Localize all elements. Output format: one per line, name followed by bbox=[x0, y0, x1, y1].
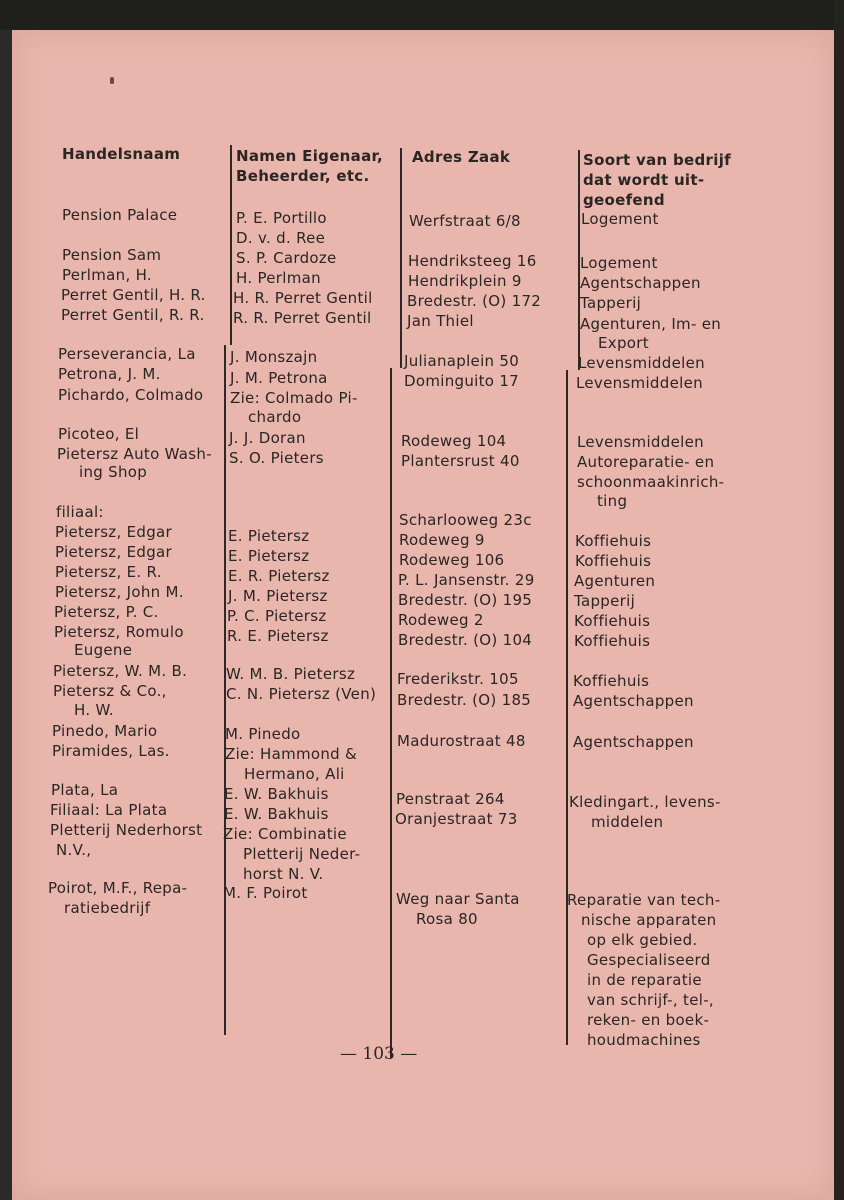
table-line: J. J. Doran bbox=[229, 429, 306, 447]
table-line: Kledingart., levens- bbox=[569, 793, 721, 811]
table-line: Zie: Combinatie bbox=[223, 825, 347, 843]
table-line: Weg naar Santa bbox=[396, 890, 520, 908]
table-line: ting bbox=[597, 492, 628, 510]
table-line: Frederikstr. 105 bbox=[397, 670, 519, 688]
table-line: Bredestr. (O) 185 bbox=[397, 691, 532, 709]
table-line: Scharlooweg 23c bbox=[399, 511, 532, 529]
column-rule-3 bbox=[566, 370, 568, 1045]
table-line: Rosa 80 bbox=[416, 910, 478, 928]
table-line: Oranjestraat 73 bbox=[395, 810, 518, 828]
ink-speck bbox=[110, 77, 114, 84]
column-header-adres: Adres Zaak bbox=[412, 148, 511, 166]
table-line: Pietersz, Edgar bbox=[55, 523, 172, 541]
table-line: P. E. Portillo bbox=[236, 209, 327, 227]
table-line: horst N. V. bbox=[243, 865, 324, 883]
table-line: Pletterij Nederhorst bbox=[50, 821, 203, 839]
table-line: Pietersz, Edgar bbox=[55, 543, 172, 561]
table-line: Perlman, H. bbox=[62, 266, 153, 284]
scan-background-top bbox=[0, 0, 844, 30]
table-line: Picoteo, El bbox=[58, 425, 140, 443]
table-line: J. Monszajn bbox=[230, 348, 318, 366]
table-line: Hermano, Ali bbox=[244, 765, 345, 783]
table-line: Autoreparatie- en bbox=[577, 453, 715, 471]
scan-background-right bbox=[834, 0, 844, 1200]
table-line: S. P. Cardoze bbox=[236, 249, 337, 267]
table-line: Logement bbox=[581, 210, 659, 228]
table-line: S. O. Pieters bbox=[229, 449, 324, 467]
table-line: Tapperij bbox=[574, 592, 636, 610]
table-line: E. R. Pietersz bbox=[228, 567, 330, 585]
table-line: Levensmiddelen bbox=[577, 433, 704, 451]
table-line: Petrona, J. M. bbox=[58, 365, 161, 383]
table-line: Plata, La bbox=[51, 781, 119, 799]
table-line: P. L. Jansenstr. 29 bbox=[398, 571, 535, 589]
table-line: Pietersz, P. C. bbox=[54, 603, 159, 621]
table-line: op elk gebied. bbox=[587, 931, 698, 949]
table-line: Pletterij Neder- bbox=[243, 845, 361, 863]
column-rule-2 bbox=[390, 368, 392, 1058]
table-line: E. Pietersz bbox=[228, 527, 310, 545]
table-line: Rodeweg 104 bbox=[401, 432, 507, 450]
table-line: middelen bbox=[591, 813, 664, 831]
table-line: Perret Gentil, R. R. bbox=[61, 306, 205, 324]
table-line: E. W. Bakhuis bbox=[224, 785, 329, 803]
column-rule-1 bbox=[230, 145, 232, 345]
table-line: nische apparaten bbox=[581, 911, 717, 929]
table-line: Dominguito 17 bbox=[404, 372, 520, 390]
table-line: C. N. Pietersz (Ven) bbox=[226, 685, 377, 703]
table-line: Jan Thiel bbox=[407, 312, 474, 330]
table-line: Tapperij bbox=[580, 294, 642, 312]
table-line: Julianaplein 50 bbox=[404, 352, 520, 370]
table-line: Hendrikplein 9 bbox=[408, 272, 522, 290]
page-number: — 103 — bbox=[340, 1044, 418, 1064]
table-line: H. W. bbox=[74, 701, 114, 719]
column-header-soort: Soort van bedrijf bbox=[583, 151, 731, 169]
table-line: Perseverancia, La bbox=[58, 345, 196, 363]
table-line: E. W. Bakhuis bbox=[224, 805, 329, 823]
table-line: ing Shop bbox=[79, 463, 148, 481]
table-line: Bredestr. (O) 104 bbox=[398, 631, 533, 649]
table-line: reken- en boek- bbox=[587, 1011, 710, 1029]
table-line: P. C. Pietersz bbox=[227, 607, 327, 625]
table-line: Hendriksteeg 16 bbox=[408, 252, 537, 270]
table-line: houdmachines bbox=[587, 1031, 701, 1049]
table-line: Plantersrust 40 bbox=[401, 452, 520, 470]
table-line: Perret Gentil, H. R. bbox=[61, 286, 206, 304]
table-line: Pietersz, E. R. bbox=[55, 563, 162, 581]
table-line: Madurostraat 48 bbox=[397, 732, 526, 750]
table-line: Filiaal: La Plata bbox=[50, 801, 168, 819]
table-line: van schrijf-, tel-, bbox=[587, 991, 714, 1009]
table-line: Poirot, M.F., Repa- bbox=[48, 879, 188, 897]
table-line: M. Pinedo bbox=[225, 725, 301, 743]
table-line: chardo bbox=[248, 408, 302, 426]
table-line: Rodeweg 106 bbox=[399, 551, 505, 569]
table-line: Koffiehuis bbox=[574, 632, 651, 650]
column-header-soort: dat wordt uit- bbox=[583, 171, 705, 189]
table-line: Werfstraat 6/8 bbox=[409, 212, 521, 230]
table-line: R. E. Pietersz bbox=[227, 627, 329, 645]
table-line: Gespecialiseerd bbox=[587, 951, 711, 969]
table-line: W. M. B. Pietersz bbox=[226, 665, 356, 683]
table-line: Pietersz, Romulo bbox=[54, 623, 184, 641]
table-line: D. v. d. Ree bbox=[236, 229, 326, 247]
table-line: Agenturen, Im- en bbox=[580, 315, 722, 333]
table-line: Pietersz Auto Wash- bbox=[57, 445, 212, 463]
table-line: Pietersz, John M. bbox=[55, 583, 184, 601]
table-line: Logement bbox=[580, 254, 658, 272]
table-line: Zie: Colmado Pi- bbox=[230, 389, 358, 407]
table-line: filiaal: bbox=[56, 503, 104, 521]
column-header-soort: geoefend bbox=[583, 191, 665, 209]
table-line: R. R. Perret Gentil bbox=[233, 309, 372, 327]
table-line: M. F. Poirot bbox=[223, 884, 308, 902]
table-line: H. Perlman bbox=[236, 269, 321, 287]
table-line: J. M. Pietersz bbox=[228, 587, 328, 605]
table-line: J. M. Petrona bbox=[230, 369, 328, 387]
table-line: Koffiehuis bbox=[573, 672, 650, 690]
table-line: Koffiehuis bbox=[574, 612, 651, 630]
table-line: Pietersz & Co., bbox=[53, 682, 167, 700]
table-line: Pension Sam bbox=[62, 246, 162, 264]
table-line: Rodeweg 2 bbox=[398, 611, 484, 629]
column-header-eigenaar: Namen Eigenaar, bbox=[236, 147, 383, 165]
column-rule-2 bbox=[400, 148, 402, 368]
table-line: in de reparatie bbox=[587, 971, 702, 989]
table-line: Agentschappen bbox=[573, 733, 694, 751]
table-line: Reparatie van tech- bbox=[567, 891, 721, 909]
table-line: Eugene bbox=[74, 641, 133, 659]
table-line: ratiebedrijf bbox=[64, 899, 151, 917]
column-header-eigenaar: Beheerder, etc. bbox=[236, 167, 370, 185]
table-line: Agenturen bbox=[574, 572, 656, 590]
table-line: Zie: Hammond & bbox=[225, 745, 358, 763]
table-line: N.V., bbox=[56, 841, 92, 859]
table-line: Export bbox=[598, 334, 649, 352]
table-line: Piramides, Las. bbox=[52, 742, 170, 760]
table-line: Pinedo, Mario bbox=[52, 722, 158, 740]
table-line: Bredestr. (O) 172 bbox=[407, 292, 542, 310]
table-line: Agentschappen bbox=[580, 274, 701, 292]
table-line: schoonmaakinrich- bbox=[577, 473, 725, 491]
table-line: Pension Palace bbox=[62, 206, 178, 224]
column-header-handelsnaam: Handelsnaam bbox=[62, 145, 181, 163]
table-line: Levensmiddelen bbox=[578, 354, 705, 372]
table-line: Pietersz, W. M. B. bbox=[53, 662, 188, 680]
table-line: Penstraat 264 bbox=[396, 790, 505, 808]
table-line: Levensmiddelen bbox=[576, 374, 703, 392]
table-line: Koffiehuis bbox=[575, 552, 652, 570]
table-line: Agentschappen bbox=[573, 692, 694, 710]
table-line: Bredestr. (O) 195 bbox=[398, 591, 533, 609]
table-line: Rodeweg 9 bbox=[399, 531, 485, 549]
table-line: Koffiehuis bbox=[575, 532, 652, 550]
table-line: E. Pietersz bbox=[228, 547, 310, 565]
table-line: H. R. Perret Gentil bbox=[233, 289, 373, 307]
table-line: Pichardo, Colmado bbox=[58, 386, 204, 404]
